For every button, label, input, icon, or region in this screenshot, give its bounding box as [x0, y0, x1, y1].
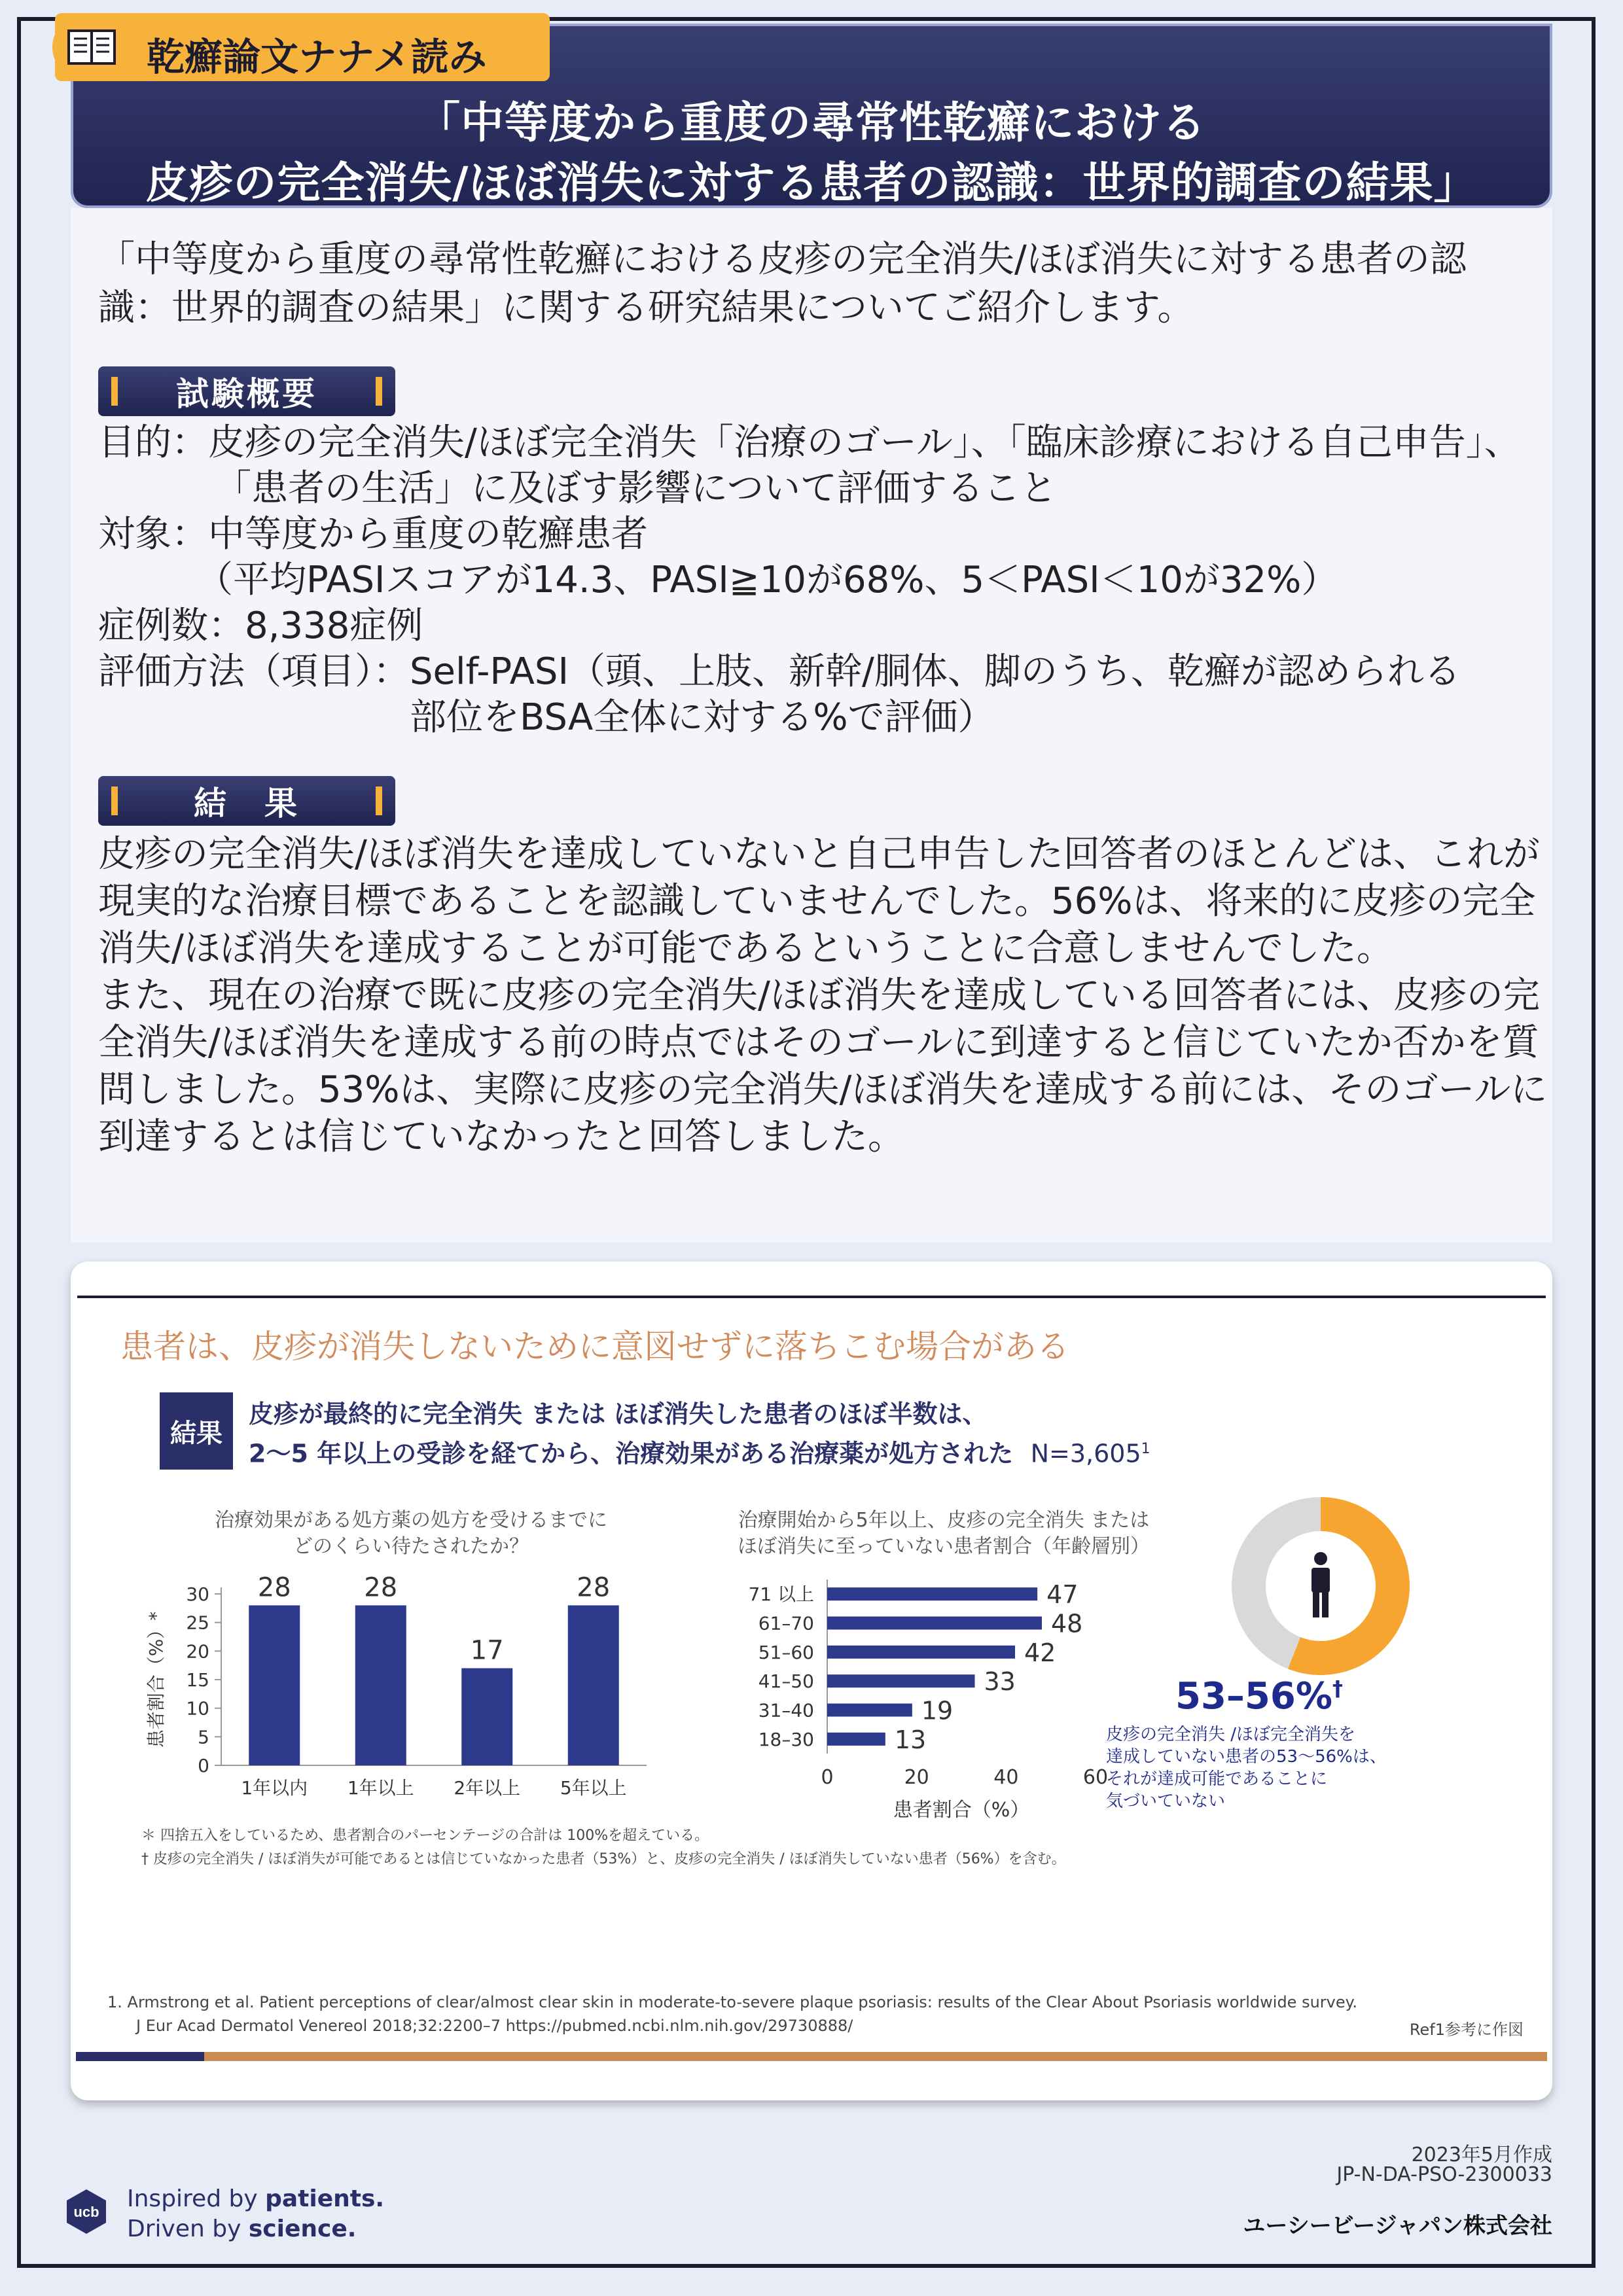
bar-chart-bar	[461, 1669, 512, 1765]
hbar-chart-bar	[827, 1733, 885, 1746]
target-label: 対象：	[98, 513, 208, 556]
donut-caption-4: 気づいていない	[1106, 1792, 1226, 1811]
slogan-1a: Inspired by	[127, 2185, 266, 2212]
slogan-2b: science.	[248, 2216, 357, 2242]
slogan-2a: Driven by	[127, 2216, 249, 2242]
bar-chart-y-tick-label: 25	[186, 1612, 209, 1634]
overview-body	[98, 420, 1564, 741]
bar-chart-category-label: 5年以上	[560, 1777, 627, 1799]
method-text-1: Self-PASI（頭、上肢、新幹/胴体、脚のうち、乾癬が認められる	[410, 650, 1461, 693]
reference-note: Ref1参考に作図	[1409, 2021, 1524, 2039]
page-title-line1: 「中等度から重度の尋常性乾癬における	[417, 97, 1206, 148]
purpose-label: 目的：	[98, 421, 208, 464]
results-paragraph-1: 皮疹の完全消失/ほぼ消失を達成していないと自己申告した回答者のほとんどは、これが現実的な治療目標であることを認識していませんでした。56%は、将来的に皮疹の完全消失/ほぼ消失を達成することが可能であるということに合意しませんでした。	[98, 833, 1540, 970]
person-icon-body	[1311, 1568, 1330, 1593]
book-icon	[52, 13, 131, 81]
donut-slice	[1294, 1514, 1393, 1658]
hbar-chart-bar	[827, 1674, 975, 1687]
hbar-chart-value-label: 33	[984, 1667, 1016, 1697]
hbar-chart-bar	[827, 1704, 912, 1717]
hbar-chart-value-label: 42	[1024, 1638, 1056, 1667]
bar-chart-category-label: 1年以内	[241, 1777, 308, 1799]
hbar-chart-title-2: ほぼ消失に至っていない患者割合（年齢層別）	[738, 1535, 1150, 1558]
donut-slice	[1249, 1514, 1321, 1653]
bar-chart-y-tick-label: 30	[186, 1583, 209, 1605]
bar-chart-value-label: 28	[364, 1572, 398, 1603]
person-icon-leg	[1322, 1591, 1329, 1617]
intro-text: 「中等度から重度の尋常性乾癬における皮疹の完全消失/ほぼ消失に対する患者の認識：世界的調査の結果」に関する研究結果についてご紹介します。	[98, 238, 1467, 329]
bar-chart-bar	[568, 1605, 619, 1765]
result-headline-2: 2～5 年以上の受診を経てから、治療効果がある治療薬が処方された	[249, 1439, 1014, 1468]
overview-heading-label: 試験概要	[176, 375, 317, 413]
results-paragraph-2: また、現在の治療で既に皮疹の完全消失/ほぼ消失を達成している回答者には、皮疹の完全消失/ほぼ消失を達成する前の時点ではそのゴールに到達すると信じていたか否かを質問しました。53%は、実際に皮疹の完全消失/ほぼ消失を達成する前には、そのゴールに到達するとは信じていなかったと回答しました。	[98, 974, 1548, 1158]
footnote-1: ＊ 四捨五入をしているため、患者割合のパーセンテージの合計は 100%を超えている。	[141, 1828, 709, 1844]
bar-chart-y-tick-label: 15	[186, 1669, 209, 1691]
bar-chart-bar	[355, 1605, 406, 1765]
bar-chart-bar	[249, 1605, 300, 1765]
reference-1: 1. Armstrong et al. Patient perceptions of clear/almost clear skin in moderate-to-severe plaque psoriasis: results of the Clear About Psoriasis worldwide survey.	[107, 1993, 1358, 2011]
hbar-chart-x-label: 患者割合（%）	[893, 1799, 1030, 1822]
person-icon	[1314, 1552, 1327, 1565]
hbar-chart-value-label: 19	[921, 1696, 954, 1725]
result-badge: 結果	[160, 1392, 233, 1470]
bar-chart-y-tick-label: 20	[186, 1640, 209, 1663]
hbar-chart-value-label: 47	[1046, 1580, 1079, 1610]
hbar-chart-category-label: 51–60	[758, 1641, 814, 1663]
hbar-chart-title-1: 治療開始から5年以上、皮疹の完全消失 または	[738, 1509, 1150, 1532]
bar-chart-title-2: どのくらい待たされたか？	[293, 1535, 529, 1558]
bar-chart-value-label: 28	[257, 1572, 291, 1603]
results-body	[98, 831, 1551, 1161]
hbar-chart-bar	[827, 1587, 1037, 1600]
sample-size-ref: 1	[1141, 1441, 1150, 1457]
hbar-chart-x-tick-label: 60	[1082, 1766, 1109, 1789]
hbar-chart-category-label: 18–30	[758, 1728, 814, 1750]
hbar-chart-x-tick-label: 40	[993, 1766, 1019, 1789]
bar-chart-category-label: 1年以上	[347, 1777, 414, 1799]
creation-date: 2023年5月作成	[1411, 2144, 1552, 2166]
results-heading-label: 結 果	[194, 785, 300, 822]
svg-text:ucb: ucb	[73, 2204, 99, 2220]
slogan	[127, 2184, 384, 2244]
case-count: 症例数：8,338症例	[98, 605, 423, 647]
method-label: 評価方法（項目）：	[98, 650, 410, 693]
hbar-chart-category-label: 71 以上	[748, 1583, 814, 1606]
footnote-2: † 皮疹の完全消失 / ほぼ消失が可能であるとは信じていなかった患者（53%）と、皮疹の完全消失 / ほぼ消失していない患者（56%）を含む。	[141, 1851, 1066, 1867]
reference-2: J Eur Acad Dermatol Venereol 2018;32:2200–7 https://pubmed.ncbi.nlm.nih.gov/29730888/	[136, 2017, 853, 2035]
results-heading	[98, 776, 395, 826]
hbar-chart-category-label: 31–40	[758, 1699, 814, 1722]
target-text-1: 中等度から重度の乾癬患者	[208, 513, 648, 556]
donut-caption-3: それが達成可能であることに	[1106, 1769, 1328, 1789]
donut-caption	[1106, 1723, 1387, 1812]
series-tag-label: 乾癬論文ナナメ読み	[147, 35, 487, 79]
hbar-chart-bar	[827, 1646, 1015, 1659]
infographic-subtitle: 患者は、皮疹が消失しないために意図せずに落ちこむ場合がある	[120, 1328, 1069, 1366]
bar-chart-y-tick-label: 0	[198, 1755, 209, 1776]
hbar-chart-x-tick-label: 20	[904, 1766, 929, 1789]
donut-dagger: †	[1332, 1676, 1343, 1701]
document-code: JP-N-DA-PSO-2300033	[1336, 2163, 1552, 2186]
hbar-chart-value-label: 48	[1051, 1609, 1083, 1638]
bar-chart-title-1: 治療効果がある処方薬の処方を受けるまでに	[215, 1509, 607, 1532]
hbar-chart-category-label: 41–50	[758, 1670, 814, 1693]
donut-percentage	[1175, 1675, 1343, 1718]
bar-chart-value-label: 28	[577, 1572, 611, 1603]
bar-chart-category-label: 2年以上	[454, 1777, 521, 1799]
hbar-chart-value-label: 13	[894, 1725, 927, 1754]
hbar-chart-bar	[827, 1617, 1042, 1630]
hbar-chart-x-tick-label: 0	[821, 1766, 834, 1789]
donut-percentage-value: 53–56%	[1175, 1675, 1332, 1718]
donut-caption-2: 達成していない患者の53～56%は、	[1106, 1747, 1387, 1767]
purpose-text-1: 皮疹の完全消失/ほぼ完全消失「治療のゴール」、「臨床診療における自己申告」、	[208, 421, 1521, 464]
overview-heading	[98, 366, 395, 416]
result-headline-1: 皮疹が最終的に完全消失 または ほぼ消失した患者のほぼ半数は、	[249, 1400, 988, 1428]
bar-chart-y-tick-label: 5	[198, 1726, 209, 1748]
target-text-2: （平均PASIスコアが14.3、PASI≧10が68%、5＜PASI＜10が32%）	[196, 559, 1338, 601]
bar-chart-value-label: 17	[470, 1635, 504, 1666]
sample-size: N=3,605	[1030, 1439, 1141, 1468]
method-text-2: 部位をBSA全体に対する%で評価）	[410, 696, 995, 739]
company-name: ユーシービージャパン株式会社	[1243, 2213, 1552, 2239]
hbar-chart-category-label: 61–70	[758, 1612, 814, 1634]
ucb-logo-icon	[63, 2188, 110, 2235]
bar-chart-y-tick-label: 10	[186, 1697, 209, 1720]
slogan-1b: patients.	[265, 2185, 385, 2212]
page-title-line2: 皮疹の完全消失/ほぼ消失に対する患者の認識：世界的調査の結果」	[145, 158, 1478, 208]
purpose-text-2: 「患者の生活」に及ぼす影響について評価すること	[215, 467, 1057, 510]
bar-chart-y-label: 患者割合（%）*	[145, 1611, 167, 1748]
person-icon-leg	[1313, 1591, 1319, 1617]
card-bottom-accent-orange	[204, 2052, 1547, 2061]
card-bottom-accent-navy	[76, 2052, 204, 2061]
donut-caption-1: 皮疹の完全消失 /ほぼ完全消失を	[1106, 1725, 1356, 1744]
